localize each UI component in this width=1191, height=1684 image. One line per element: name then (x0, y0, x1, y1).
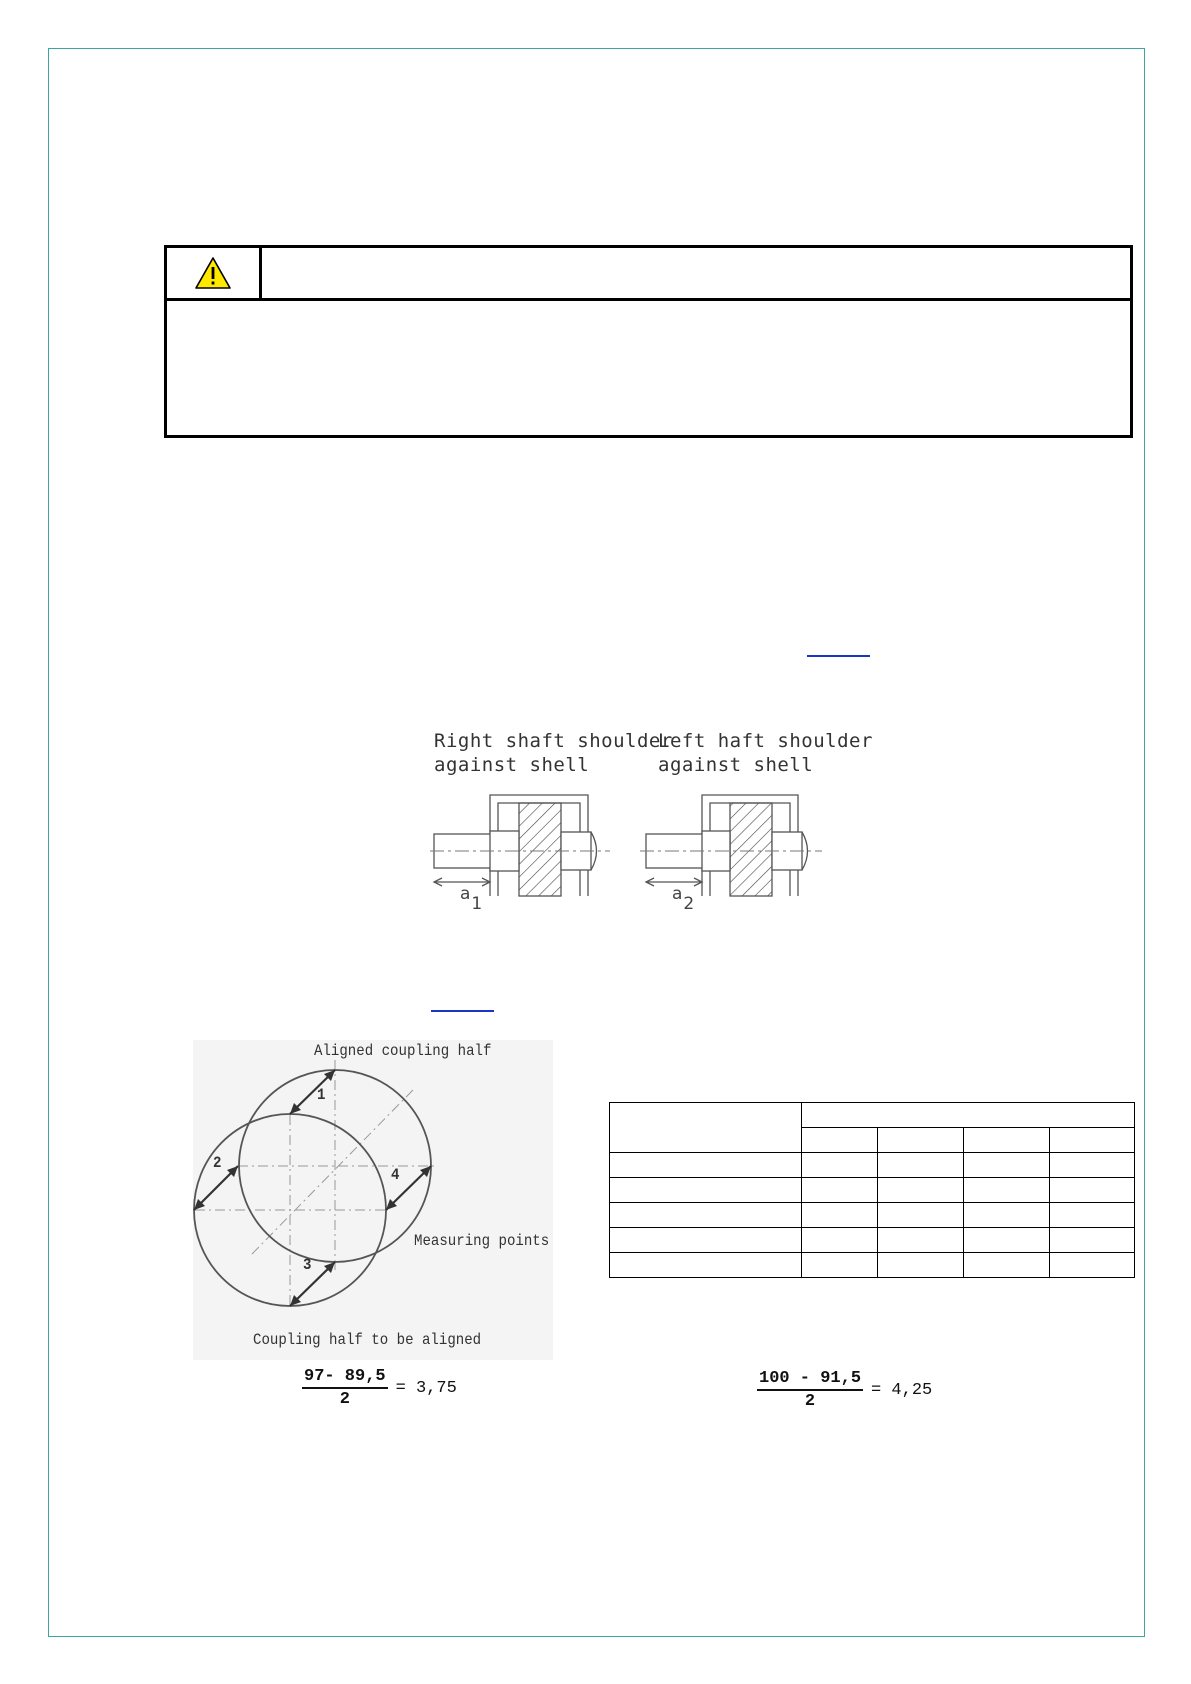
table-row (610, 1153, 1135, 1178)
dim-a2-letter: a (672, 884, 683, 904)
coupling-drawing (193, 1040, 553, 1360)
table-row (610, 1203, 1135, 1228)
shaft-drawing (430, 724, 860, 920)
point-2-label: 2 (213, 1154, 222, 1172)
formula-right-denominator: 2 (804, 1392, 816, 1411)
warning-triangle-icon (194, 256, 232, 290)
formula-left (302, 1367, 457, 1409)
dim-a1-letter: a (460, 884, 471, 904)
table-header-cell (802, 1103, 1135, 1128)
formula-right (757, 1369, 932, 1411)
formula-right-numerator: 100 - 91,5 (757, 1369, 863, 1391)
dim-a2 (672, 884, 695, 914)
point-1-label: 1 (317, 1086, 326, 1104)
reference-link[interactable] (807, 655, 870, 657)
left-figure-title-2: against shell (658, 754, 814, 776)
formula-left-numerator: 97- 89,5 (302, 1367, 388, 1389)
table-header-cell (1050, 1128, 1135, 1153)
dim-a1-sub: 1 (471, 894, 483, 914)
dim-a2-sub: 2 (683, 894, 695, 914)
aligned-coupling-label: Aligned coupling half (314, 1042, 492, 1060)
formula-left-denominator: 2 (339, 1390, 350, 1409)
coupling-to-align-label: Coupling half to be aligned (253, 1331, 482, 1349)
warning-icon-cell (167, 248, 262, 298)
measurement-table (609, 1102, 1135, 1278)
table-header-cell (964, 1128, 1050, 1153)
warning-box (164, 245, 1133, 438)
formula-right-result: = 4,25 (871, 1380, 933, 1400)
table-row (610, 1253, 1135, 1278)
point-4-label: 4 (391, 1166, 400, 1184)
warning-header (167, 248, 1130, 301)
table-header-cell (610, 1103, 802, 1153)
left-figure-title-1: Left haft shoulder (658, 730, 873, 752)
measuring-points-label: Measuring points (414, 1232, 550, 1250)
table-row (610, 1178, 1135, 1203)
table-row (610, 1228, 1135, 1253)
point-3-label: 3 (303, 1256, 312, 1274)
table-header-cell (802, 1128, 878, 1153)
reference-link[interactable] (431, 1010, 494, 1012)
coupling-figure (193, 1040, 553, 1360)
shaft-shoulder-figure (430, 724, 873, 920)
formula-left-result: = 3,75 (395, 1378, 457, 1398)
dim-a1 (460, 884, 483, 914)
table-header-cell (878, 1128, 964, 1153)
right-figure-title-2: against shell (434, 754, 590, 776)
right-figure-title-1: Right shaft shoulder (434, 730, 673, 752)
